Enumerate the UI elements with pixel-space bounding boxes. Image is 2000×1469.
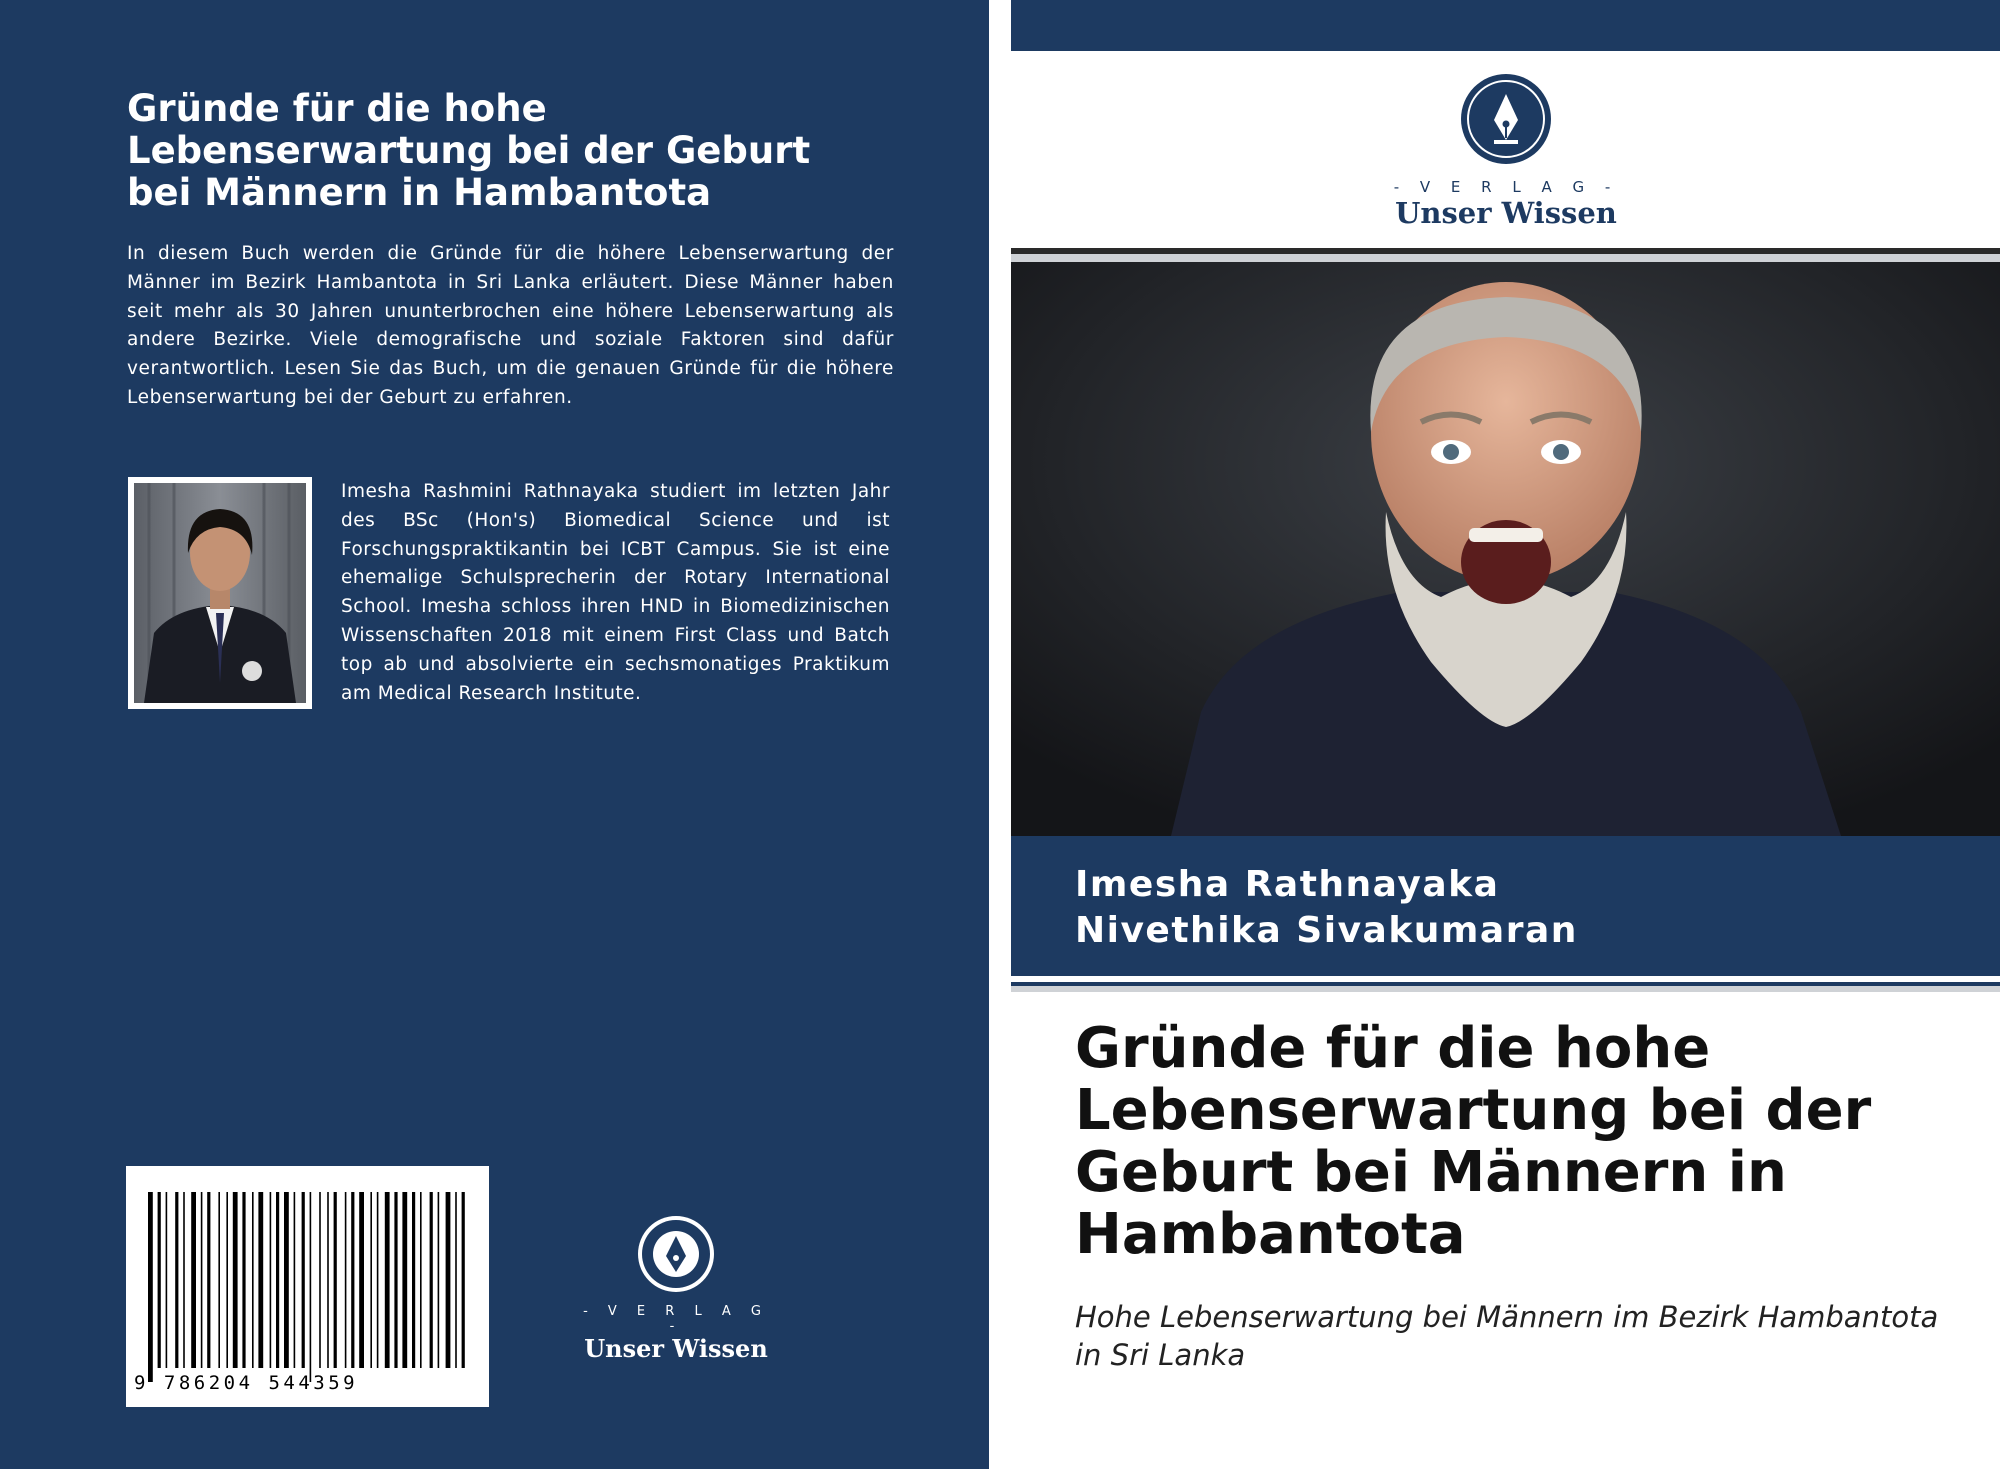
pen-nib-icon bbox=[1459, 72, 1553, 166]
front-publisher-verlag: - V E R L A G - bbox=[1393, 178, 1619, 196]
barcode-bar bbox=[351, 1192, 354, 1368]
author-photo bbox=[128, 477, 312, 709]
barcode-bar bbox=[276, 1192, 279, 1368]
barcode-bar bbox=[218, 1192, 220, 1368]
barcode-bar bbox=[385, 1192, 390, 1368]
barcode-bar bbox=[430, 1192, 433, 1368]
barcode-bar bbox=[284, 1192, 289, 1368]
back-publisher-verlag: - V E R L A G - bbox=[583, 1304, 769, 1334]
author-name-2: Nivethika Sivakumaran bbox=[1075, 910, 1578, 951]
barcode-bar bbox=[302, 1192, 305, 1368]
barcode-bar bbox=[242, 1192, 245, 1368]
barcode-bar bbox=[226, 1192, 228, 1368]
front-top-bar bbox=[1011, 0, 2000, 51]
back-cover-title: Gründe für die hohe Lebenserwartung bei der Geburt bei Männern in Hambantota bbox=[127, 87, 811, 214]
barcode-bar bbox=[201, 1192, 203, 1368]
barcode-bar bbox=[158, 1192, 161, 1368]
barcode-bar bbox=[462, 1192, 465, 1368]
barcode-bar bbox=[420, 1192, 422, 1368]
back-cover-blurb: In diesem Buch werden die Gründe für die höhere Lebenserwartung der Männer im Bezirk Hambantota in Sri Lanka erläutert. Diese Männer haben seit mehr als 30 Jahren ununterbrochen eine höhere Lebenserwartung als andere Bezirke. Viele demografische und soziale Faktoren sind dafür verantwortlich. Lesen Sie das Buch, um die genauen Gründe für die höhere Lebenserwartung bei der Geburt zu erfahren. bbox=[127, 243, 894, 408]
barcode-bar bbox=[270, 1192, 272, 1368]
barcode-bar bbox=[175, 1192, 178, 1368]
barcode-bar bbox=[455, 1192, 457, 1368]
isbn-digits: 9 786204 544359 bbox=[134, 1372, 359, 1394]
author-bio: Imesha Rashmini Rathnayaka studiert im letzten Jahr des BSc (Hon's) Biomedical Science und ist Forschungspraktikantin bei ICBT Campus. Sie ist eine ehemalige Schulsprecherin der Rotary International School. Imesha schloss ihren HND in Biomedizinischen Wissenschaften 2018 mit einem First Class und Batch top ab und absolvierte ein sechsmonatiges Praktikum am Medical Research Institute. bbox=[341, 481, 890, 704]
barcode-bar bbox=[327, 1192, 329, 1368]
barcode-bar bbox=[310, 1192, 312, 1382]
barcode-bar bbox=[377, 1192, 379, 1368]
barcode-bar bbox=[334, 1192, 337, 1368]
barcode-bar bbox=[394, 1192, 397, 1368]
barcode-bar bbox=[359, 1192, 364, 1368]
author-band bbox=[1011, 836, 2000, 976]
barcode-bar bbox=[191, 1192, 196, 1368]
barcode-bar bbox=[294, 1192, 296, 1368]
pen-nib-icon bbox=[636, 1214, 716, 1294]
divider-top-grey bbox=[1011, 254, 2000, 262]
barcode-bar bbox=[345, 1192, 347, 1368]
barcode-bar bbox=[258, 1192, 263, 1368]
barcode-bar bbox=[319, 1192, 321, 1368]
front-cover-title: Gründe für die hohe Lebenserwartung bei der Geburt bei Männern in Hambantota bbox=[1075, 1016, 1872, 1267]
barcode-bar bbox=[207, 1192, 210, 1368]
back-publisher-logo bbox=[578, 1214, 774, 1363]
front-cover bbox=[1011, 0, 2000, 1469]
front-publisher-logo bbox=[1386, 72, 1626, 230]
author-name-1: Imesha Rathnayaka bbox=[1075, 864, 1500, 905]
barcode-bar bbox=[166, 1192, 168, 1368]
back-cover bbox=[0, 0, 989, 1469]
cover-photo bbox=[1011, 262, 2000, 836]
barcode-bar bbox=[412, 1192, 415, 1368]
barcode-bar bbox=[233, 1192, 238, 1368]
barcode-bar bbox=[370, 1192, 372, 1368]
isbn-barcode bbox=[126, 1166, 489, 1407]
barcode-bar bbox=[183, 1192, 185, 1368]
spine bbox=[989, 0, 1011, 1469]
barcode-bar bbox=[446, 1192, 451, 1368]
barcode-bar bbox=[402, 1192, 407, 1368]
front-cover-subtitle: Hohe Lebenserwartung bei Männern im Bezirk Hambantota in Sri Lanka bbox=[1075, 1300, 1939, 1372]
divider-bottom-grey bbox=[1011, 986, 2000, 992]
barcode-bar bbox=[438, 1192, 440, 1368]
back-publisher-name: Unser Wissen bbox=[584, 1334, 768, 1363]
barcode-bar bbox=[252, 1192, 254, 1368]
barcode-bar bbox=[148, 1192, 153, 1382]
front-publisher-name: Unser Wissen bbox=[1395, 196, 1617, 230]
